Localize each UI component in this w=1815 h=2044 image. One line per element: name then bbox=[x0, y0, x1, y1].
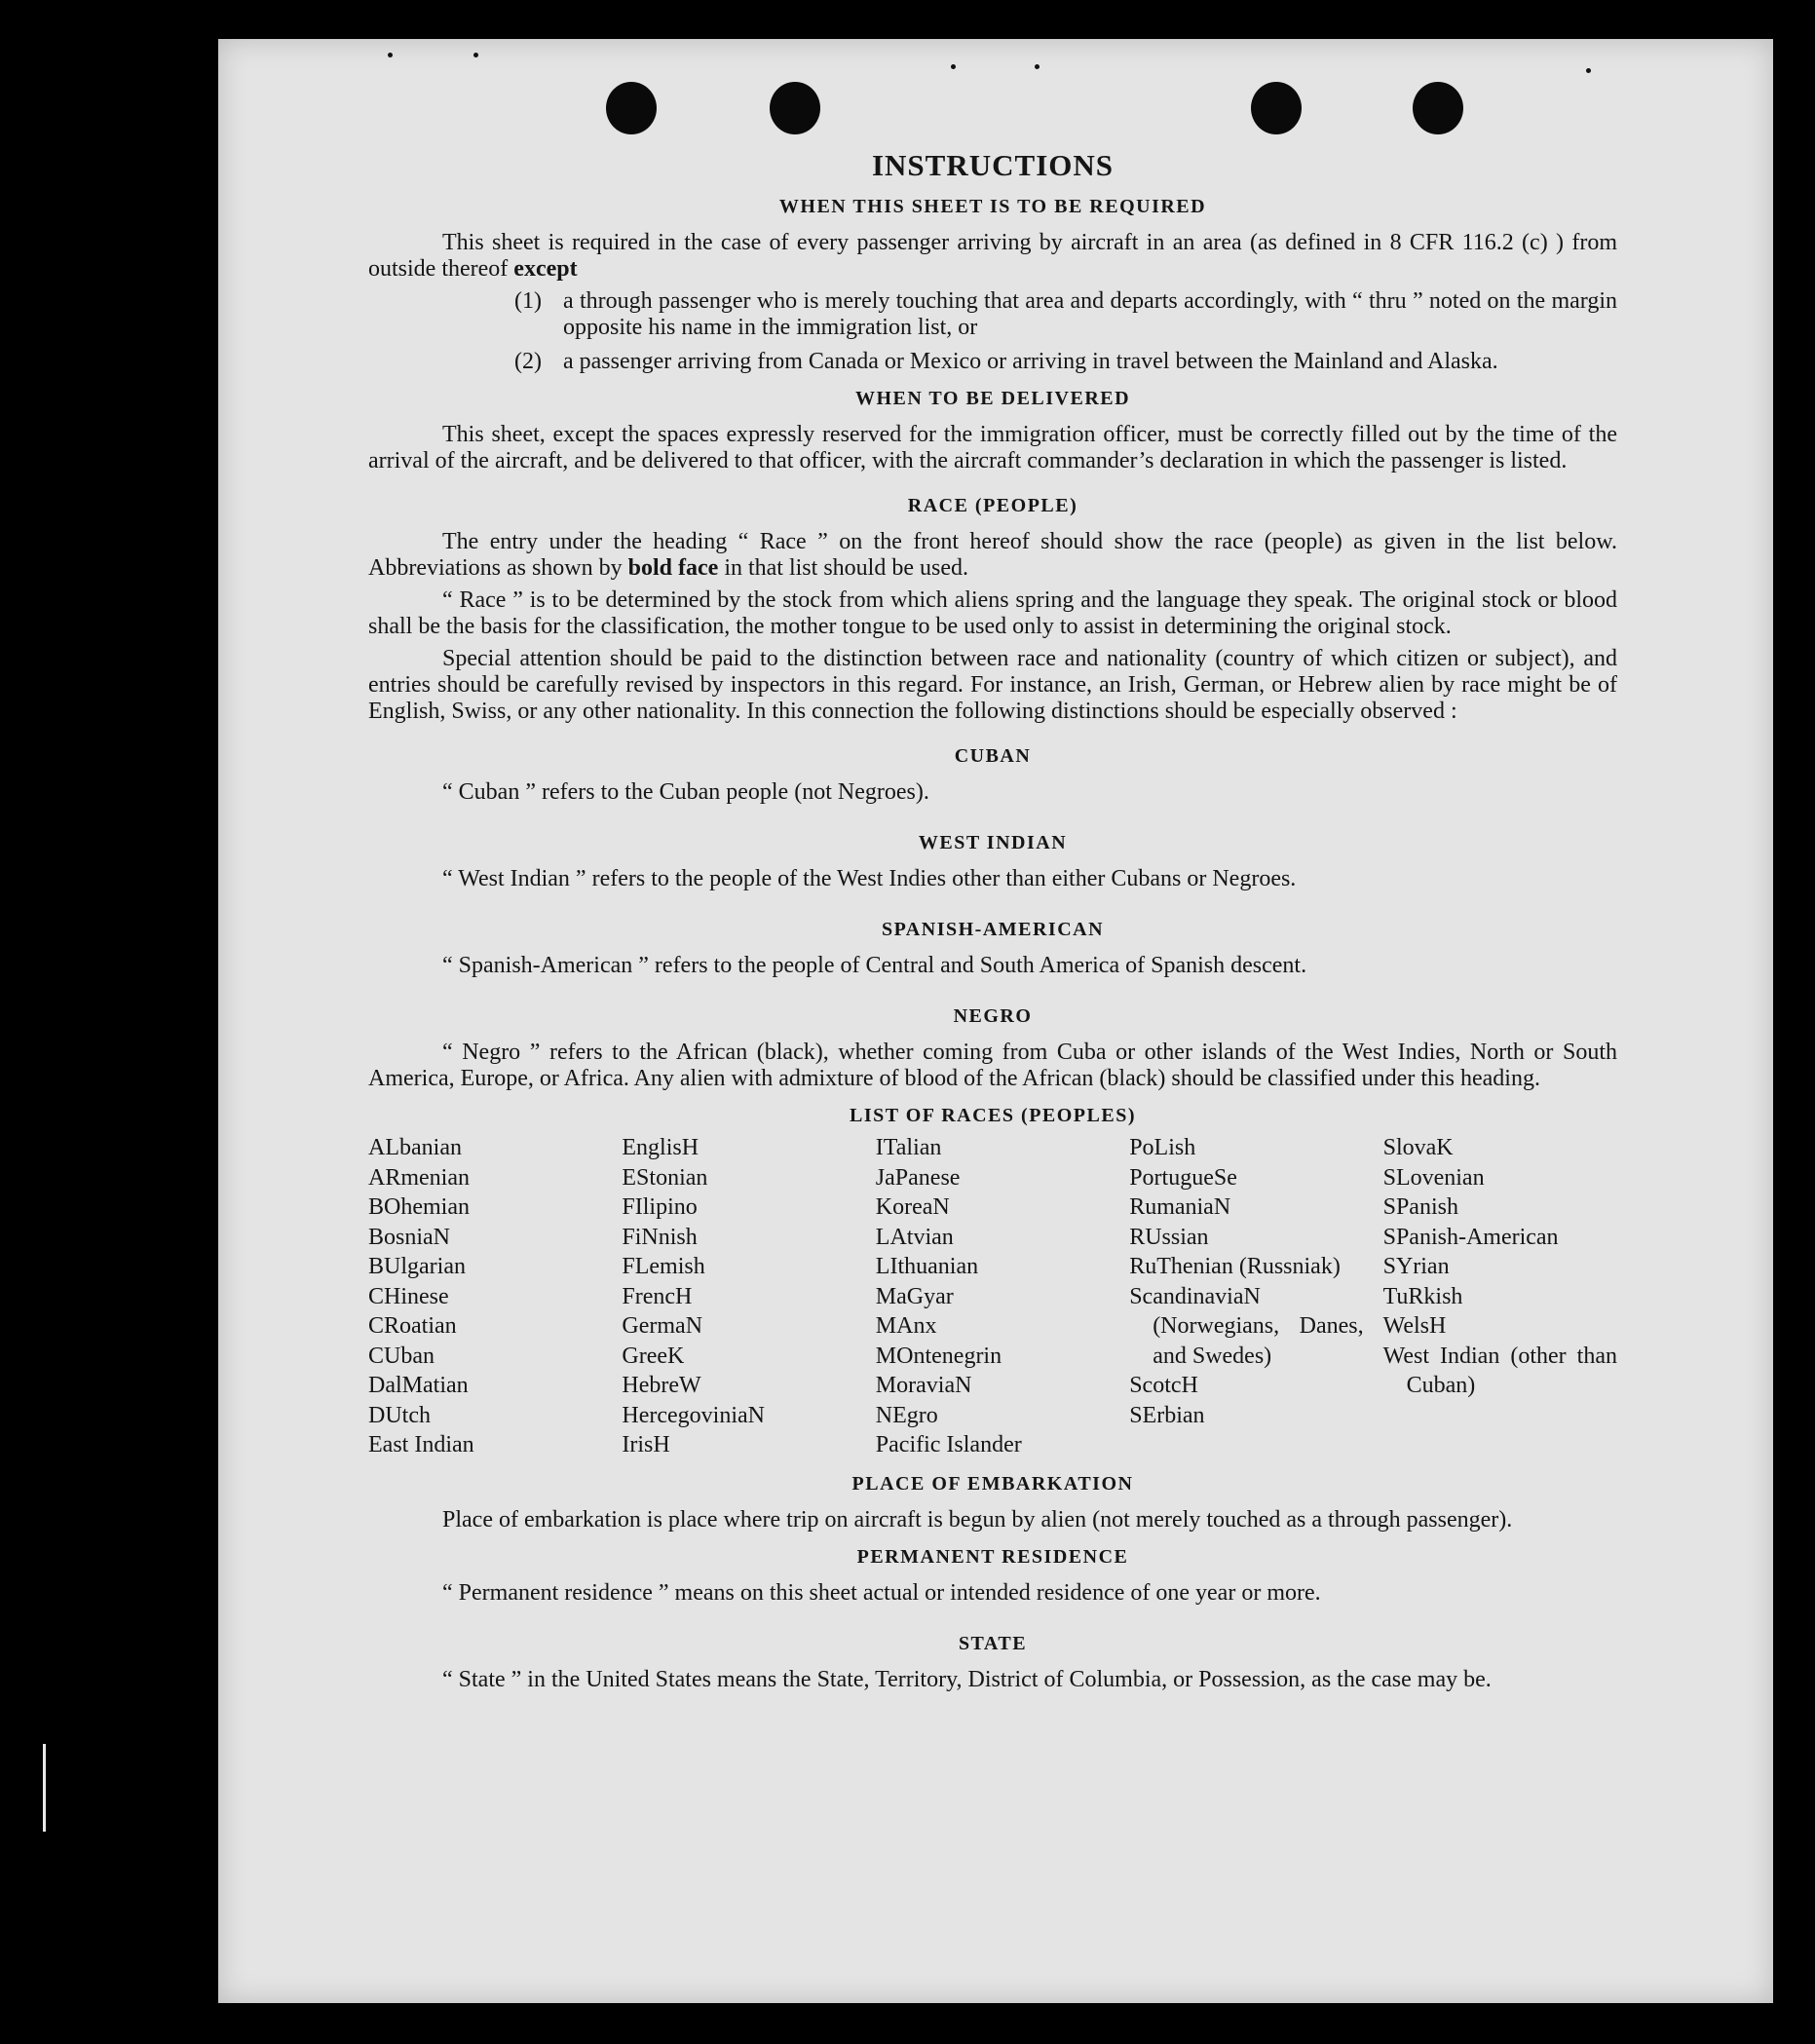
race-item: FLemish bbox=[622, 1254, 705, 1279]
race-item: DUtch bbox=[368, 1402, 431, 1428]
paragraph-embarkation: Place of embarkation is place where trip on aircraft is begun by alien (not merely touched as a through passenger). bbox=[442, 1506, 1513, 1533]
race-item: MoraviaN bbox=[875, 1373, 972, 1398]
heading-when-required: WHEN THIS SHEET IS TO BE REQUIRED bbox=[778, 196, 1207, 217]
race-item: EStonian bbox=[622, 1164, 708, 1191]
scan-edge-mark bbox=[43, 1744, 46, 1832]
scan-speck bbox=[388, 53, 393, 57]
item-text: a through passenger who is merely touching that area and departs accordingly, with “ thru ” noted on the margin opposite his name in the immigration list, or bbox=[563, 288, 1617, 340]
race-item: MaGyar bbox=[875, 1283, 954, 1309]
race-item: SErbian bbox=[1129, 1402, 1205, 1428]
race-item: BosniaN bbox=[368, 1224, 450, 1250]
race-item: DalMatian bbox=[368, 1373, 469, 1398]
race-item: SLovenian bbox=[1382, 1164, 1485, 1191]
item-number: (2) bbox=[514, 349, 542, 374]
race-item: FIlipino bbox=[622, 1194, 698, 1220]
list-item bbox=[514, 288, 1617, 341]
race-item: FrencH bbox=[622, 1283, 693, 1309]
scan-speck bbox=[1586, 68, 1591, 73]
paragraph-cuban: “ Cuban ” refers to the Cuban people (not Negroes). bbox=[442, 779, 929, 805]
race-item: RUssian bbox=[1129, 1224, 1209, 1250]
punch-hole bbox=[770, 82, 820, 134]
heading-spanish-american: SPANISH-AMERICAN bbox=[881, 919, 1105, 940]
race-text-a: The entry under the heading “ Race ” on the front hereof should show the race (people) as given in the list below. Abbreviations as shown by bbox=[368, 529, 1617, 581]
race-item: IrisH bbox=[622, 1432, 670, 1457]
heading-negro: NEGRO bbox=[953, 1005, 1033, 1027]
list-item bbox=[514, 349, 1617, 375]
races-column bbox=[876, 1133, 1110, 1460]
punch-hole bbox=[1413, 82, 1463, 134]
scan-speck bbox=[951, 64, 956, 69]
paragraph-negro: “ Negro ” refers to the African (black), whether coming from Cuba or other islands of the West Indies, North or South America, Europe, or Africa. Any alien with admixture of blood of the African (black) should be classified under this heading. bbox=[368, 1040, 1617, 1091]
heading-state: STATE bbox=[958, 1632, 1028, 1654]
heading-when-delivered: WHEN TO BE DELIVERED bbox=[854, 388, 1131, 409]
heading-cuban: CUBAN bbox=[954, 745, 1032, 767]
race-item: SPanish-American bbox=[1382, 1224, 1559, 1250]
item-number: (1) bbox=[514, 288, 542, 314]
race-item: ITalian bbox=[875, 1135, 942, 1160]
scan-speck bbox=[473, 53, 478, 57]
item-text: a passenger arriving from Canada or Mexico or arriving in travel between the Mainland and Alaska. bbox=[563, 349, 1498, 374]
heading-embarkation: PLACE OF EMBARKATION bbox=[851, 1472, 1134, 1495]
race-item: HebreW bbox=[622, 1373, 701, 1398]
race-item: RumaniaN bbox=[1129, 1194, 1231, 1220]
race-item: GermaN bbox=[622, 1313, 703, 1339]
race-item: PortugueSe bbox=[1129, 1164, 1237, 1191]
except-bold: except bbox=[513, 256, 578, 282]
punch-hole bbox=[1251, 82, 1302, 134]
race-item: BUlgarian bbox=[368, 1254, 466, 1279]
race-item: ScandinaviaN (Norwegians, Danes, and Swedes) bbox=[1129, 1283, 1364, 1369]
race-item: TuRkish bbox=[1382, 1283, 1463, 1309]
race-item: SlovaK bbox=[1382, 1135, 1454, 1160]
race-item: FiNnish bbox=[622, 1224, 698, 1250]
race-item: KoreaN bbox=[875, 1194, 950, 1220]
races-list bbox=[368, 1133, 1617, 1460]
races-column bbox=[1383, 1133, 1617, 1460]
race-item: PoLish bbox=[1129, 1135, 1196, 1160]
race-item: ARmenian bbox=[368, 1164, 470, 1191]
race-item: RuThenian (Russniak) bbox=[1129, 1254, 1341, 1279]
paragraph-race-3: Special attention should be paid to the distinction between race and nationality (country of which citizen or subject), and entries should be carefully revised by inspectors in this regard. For instance, an Irish, German, or Hebrew alien by race might be of English, Swiss, or any other nationality. In this connection the following distinctions should be especially observed : bbox=[368, 646, 1617, 724]
race-item: EnglisH bbox=[622, 1135, 700, 1160]
paragraph-when-required bbox=[368, 230, 1617, 283]
race-item: ALbanian bbox=[368, 1135, 462, 1160]
paragraph-when-delivered: This sheet, except the spaces expressly reserved for the immigration officer, must be correctly filled out by the time of the arrival of the aircraft, and be delivered to that officer, with the aircraft commander’s declaration in which the passenger is listed. bbox=[368, 422, 1617, 473]
race-item: LIthuanian bbox=[875, 1254, 979, 1279]
paragraph-race-1 bbox=[368, 529, 1617, 582]
races-column bbox=[622, 1133, 855, 1460]
page-title: INSTRUCTIONS bbox=[871, 148, 1114, 182]
exception-list bbox=[368, 288, 1617, 375]
race-item: Pacific Islander bbox=[875, 1432, 1022, 1457]
paragraph-race-2: “ Race ” is to be determined by the stock from which aliens spring and the language they speak. The original stock or blood shall be the basis for the classification, the mother tongue to be used only to assist in determining the original stock. bbox=[368, 587, 1617, 639]
heading-west-indian: WEST INDIAN bbox=[918, 832, 1068, 853]
punch-hole bbox=[606, 82, 657, 134]
race-item: SYrian bbox=[1382, 1254, 1450, 1279]
paragraph-spanish-american: “ Spanish-American ” refers to the people of Central and South America of Spanish descent. bbox=[442, 953, 1307, 978]
heading-list-of-races: LIST OF RACES (PEOPLES) bbox=[849, 1105, 1136, 1126]
race-item: SPanish bbox=[1382, 1194, 1458, 1220]
races-column bbox=[368, 1133, 602, 1460]
document-page bbox=[218, 39, 1773, 2003]
scan-speck bbox=[1035, 64, 1040, 69]
race-item: HercegoviniaN bbox=[622, 1402, 765, 1428]
heading-race: RACE (PEOPLE) bbox=[907, 495, 1078, 516]
race-item: BOhemian bbox=[368, 1194, 470, 1220]
race-item: GreeK bbox=[622, 1343, 685, 1369]
paragraph-state: “ State ” in the United States means the State, Territory, District of Columbia, or Possession, as the case may be. bbox=[442, 1666, 1492, 1692]
instructions-content bbox=[368, 146, 1617, 1693]
race-item: LAtvian bbox=[875, 1224, 954, 1250]
race-item: WelsH bbox=[1382, 1313, 1447, 1339]
race-item: West Indian (other than Cuban) bbox=[1382, 1343, 1617, 1398]
paragraph-permanent-residence: “ Permanent residence ” means on this sheet actual or intended residence of one year or more. bbox=[442, 1579, 1321, 1606]
race-item: CUban bbox=[368, 1343, 435, 1369]
race-item: MAnx bbox=[875, 1313, 937, 1339]
bold-face-text: bold face bbox=[627, 555, 719, 581]
race-item: East Indian bbox=[368, 1432, 474, 1457]
paragraph-west-indian: “ West Indian ” refers to the people of the West Indies other than either Cubans or Negroes. bbox=[442, 866, 1297, 891]
race-item: CRoatian bbox=[368, 1313, 457, 1339]
race-item: CHinese bbox=[368, 1283, 449, 1309]
race-item: NEgro bbox=[875, 1402, 938, 1428]
when-required-text: This sheet is required in the case of every passenger arriving by aircraft in an area (as defined in 8 CFR 116.2 (c) ) from outside thereof bbox=[368, 230, 1617, 282]
race-item: ScotcH bbox=[1129, 1373, 1198, 1398]
race-text-b: in that list should be used. bbox=[724, 555, 968, 581]
race-item: MOntenegrin bbox=[875, 1343, 1002, 1369]
race-item: JaPanese bbox=[875, 1164, 961, 1191]
races-column bbox=[1129, 1133, 1363, 1460]
heading-permanent-residence: PERMANENT RESIDENCE bbox=[856, 1545, 1129, 1568]
